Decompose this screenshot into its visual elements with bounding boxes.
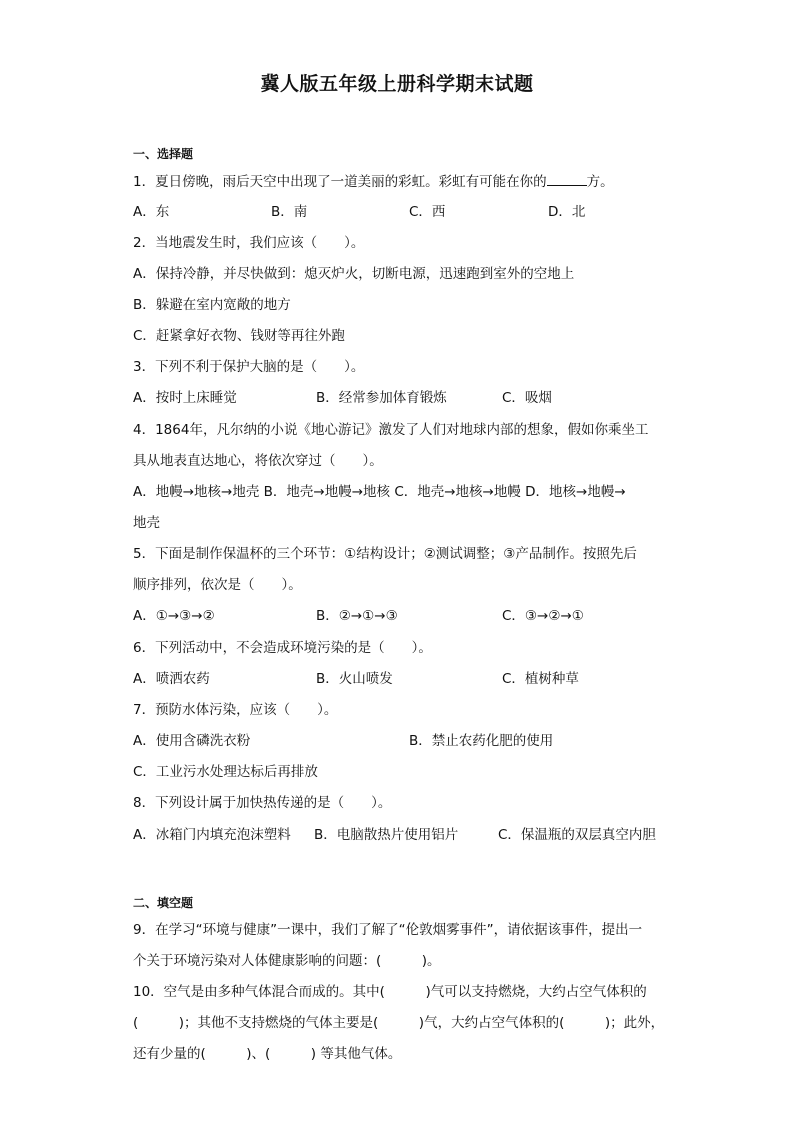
question-5-option-a: A．①→③→② <box>133 608 215 624</box>
question-5-stem-line1: 5．下面是制作保温杯的三个环节：①结构设计；②测试调整；③产品制作。按照先后 <box>133 546 637 562</box>
question-5-option-c: C．③→②→① <box>502 608 584 624</box>
question-7-option-c: C．工业污水处理达标后再排放 <box>133 764 318 780</box>
question-3-stem: 3．下列不利于保护大脑的是（ ）。 <box>133 359 365 375</box>
question-6-option-a: A．喷洒农药 <box>133 671 210 687</box>
question-7-option-a: A．使用含磷洗衣粉 <box>133 733 251 749</box>
question-1-option-c: C．西 <box>409 204 446 220</box>
question-2-option-c: C．赶紧拿好衣物、钱财等再往外跑 <box>133 328 345 344</box>
question-10-line1: 10．空气是由多种气体混合而成的。其中( )气可以支持燃烧，大约占空气体积的 <box>133 984 647 1000</box>
page-title: 冀人版五年级上册科学期末试题 <box>260 73 534 95</box>
question-1-stem-suffix: 方。 <box>586 174 614 190</box>
question-4-options-line1: A．地幔→地核→地壳 B．地壳→地幔→地核 C．地壳→地核→地幔 D．地核→地幔→ <box>133 484 626 500</box>
question-4-stem-line1: 4．1864年，凡尔纳的小说《地心游记》激发了人们对地球内部的想象，假如你乘坐工 <box>133 422 649 438</box>
question-1-stem-text: 1．夏日傍晚，雨后天空中出现了一道美丽的彩虹。彩虹有可能在你的 <box>133 174 547 190</box>
question-6-option-b: B．火山喷发 <box>316 671 393 687</box>
question-3-option-b: B．经常参加体育锻炼 <box>316 390 447 406</box>
question-4-options-line2: 地壳 <box>133 515 160 531</box>
question-7-option-b: B．禁止农药化肥的使用 <box>409 733 554 749</box>
question-3-option-c: C．吸烟 <box>502 390 552 406</box>
question-1-stem <box>133 171 614 192</box>
question-7-stem: 7．预防水体污染，应该（ ）。 <box>133 702 338 718</box>
question-9-line2: 个关于环境污染对人体健康影响的问题：( )。 <box>133 953 441 969</box>
question-8-stem: 8．下列设计属于加快热传递的是（ ）。 <box>133 795 392 811</box>
question-10-line3: 还有少量的( )、( ) 等其他气体。 <box>133 1046 402 1062</box>
question-8-option-b: B．电脑散热片使用铝片 <box>314 827 459 843</box>
question-1-option-b: B．南 <box>271 204 308 220</box>
question-9-line1: 9．在学习“环境与健康”一课中，我们了解了“伦敦烟雾事件”，请依据该事件，提出一 <box>133 922 643 938</box>
question-5-option-b: B．②→①→③ <box>316 608 398 624</box>
question-10-line2: ( )；其他不支持燃烧的气体主要是( )气，大约占空气体积的( )；此外， <box>133 1015 665 1031</box>
question-2-stem: 2．当地震发生时，我们应该（ ）。 <box>133 235 365 251</box>
section-heading-choice: 一、选择题 <box>133 147 194 161</box>
question-2-option-a: A．保持冷静，并尽快做到：熄灭炉火，切断电源，迅速跑到室外的空地上 <box>133 266 575 282</box>
question-2-option-b: B．躲避在室内宽敞的地方 <box>133 297 291 313</box>
answer-blank[interactable] <box>547 171 587 186</box>
section-heading-fill: 二、填空题 <box>133 896 194 910</box>
question-1-option-d: D．北 <box>548 204 586 220</box>
question-6-option-c: C．植树种草 <box>502 671 579 687</box>
question-8-option-a: A．冰箱门内填充泡沫塑料 <box>133 827 291 843</box>
question-6-stem: 6．下列活动中，不会造成环境污染的是（ ）。 <box>133 640 432 656</box>
question-3-option-a: A．按时上床睡觉 <box>133 390 237 406</box>
question-4-stem-line2: 具从地表直达地心，将依次穿过（ ）。 <box>133 453 383 469</box>
question-8-option-c: C．保温瓶的双层真空内胆 <box>498 827 656 843</box>
question-1-option-a: A．东 <box>133 204 170 220</box>
question-5-stem-line2: 顺序排列，依次是（ ）。 <box>133 577 302 593</box>
